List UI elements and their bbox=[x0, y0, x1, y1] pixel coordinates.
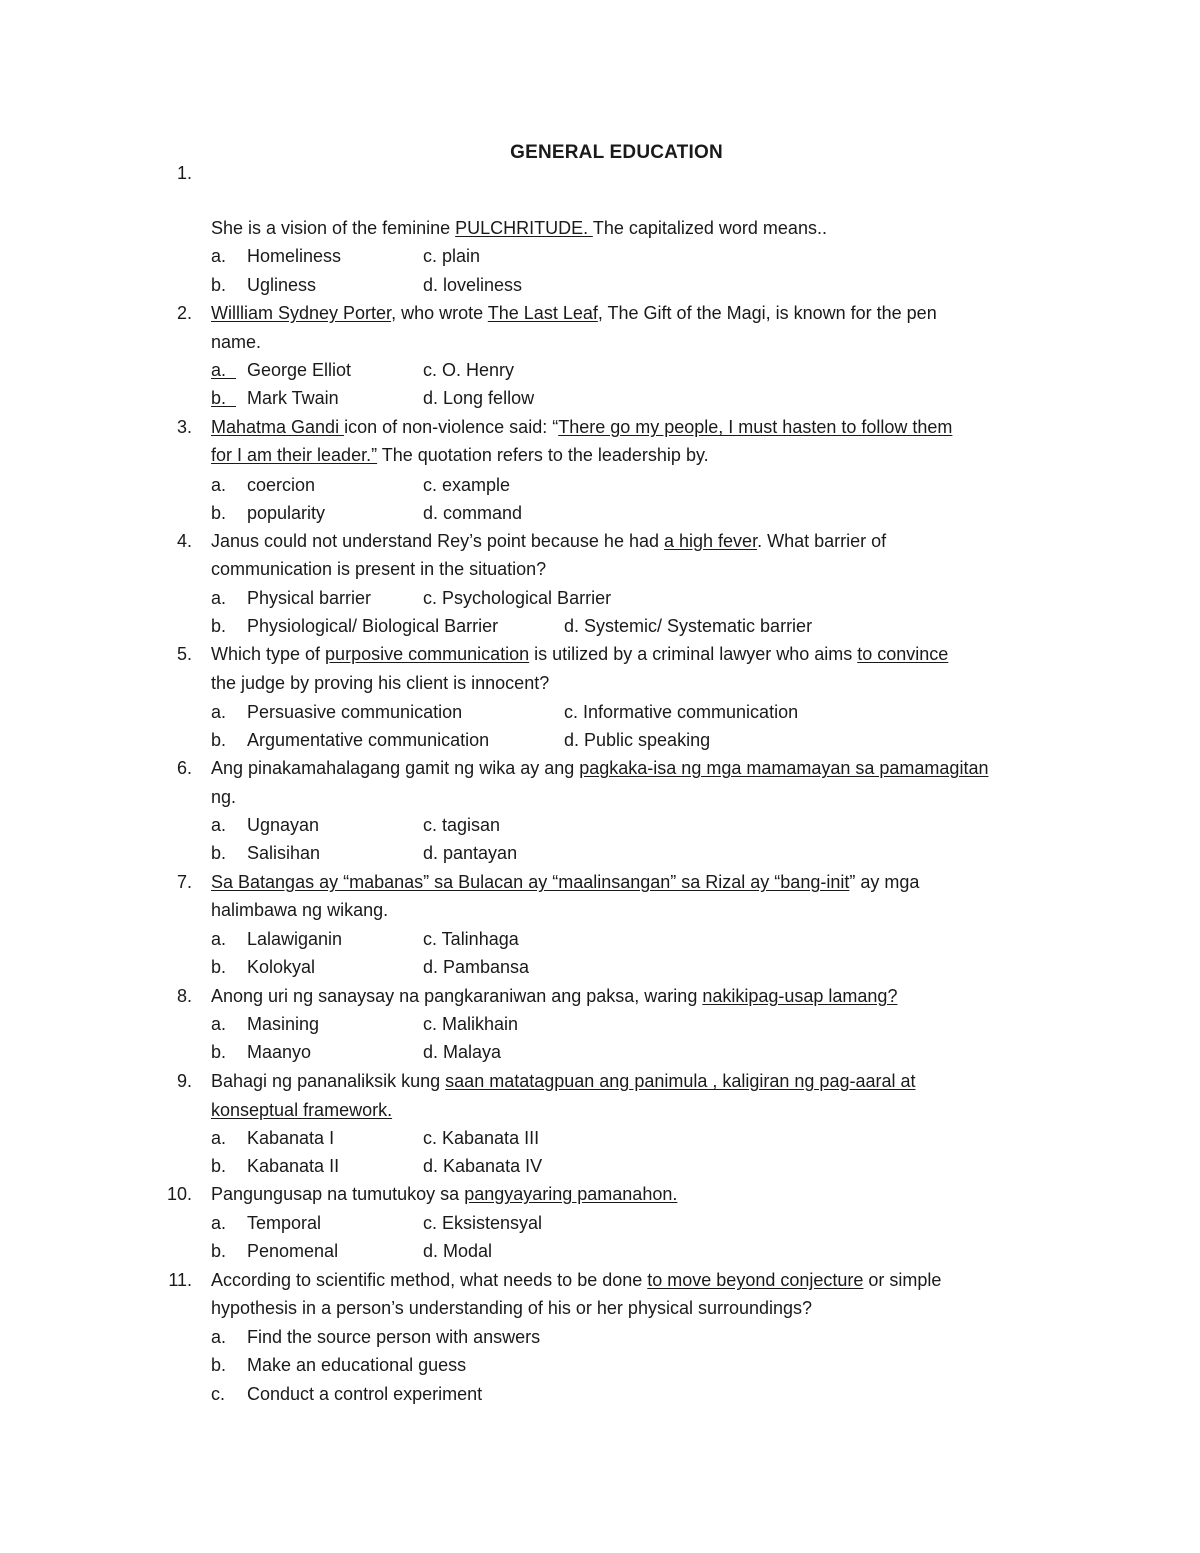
option-b: Maanyo bbox=[247, 1042, 312, 1062]
option-a: Homeliness bbox=[247, 246, 342, 266]
option-d: d. Modal bbox=[423, 1241, 493, 1261]
option-c: c. tagisan bbox=[423, 815, 501, 835]
option-a: Find the source person with answers bbox=[247, 1327, 541, 1347]
option-b: Salisihan bbox=[247, 843, 321, 863]
option-a: Physical barrier bbox=[247, 588, 372, 608]
option-a: Masining bbox=[247, 1014, 320, 1034]
option-d: d. pantayan bbox=[423, 843, 518, 863]
option-d: d. Long fellow bbox=[423, 388, 535, 408]
option-a: Persuasive communication bbox=[247, 702, 463, 722]
option-d: d. Pambansa bbox=[423, 957, 530, 977]
option-c: c. Malikhain bbox=[423, 1014, 519, 1034]
option-a: Temporal bbox=[247, 1213, 322, 1233]
option-c: Conduct a control experiment bbox=[247, 1384, 483, 1404]
option-b: Ugliness bbox=[247, 275, 317, 295]
option-b: Mark Twain bbox=[247, 388, 339, 408]
option-a: Ugnayan bbox=[247, 815, 320, 835]
option-c: c. O. Henry bbox=[423, 360, 515, 380]
option-d: d. loveliness bbox=[423, 275, 523, 295]
question-number: 1. bbox=[176, 163, 192, 183]
option-b: Physiological/ Biological Barrier bbox=[247, 616, 499, 636]
document-page: GENERAL EDUCATION 1. She is a vision of the feminine PULCHRITUDE. The capitalized word means.. a. Homeliness c. plain b. Ugliness d. loveliness 2. Willliam Sydney Porter, who wrote The Last Leaf, The Gift of the Magi, is known for the pen name. a. George Elliot c. O. Henry b. Mark Twain d. Long fellow 3. Mahatma Gandi icon of non-violence said: “There go my people, I must hasten to follow them for I am their leader.” The quotation refers to the leadership by. a. coercion c. example b. popularity d. command 4. Janus could not understand Rey’s point because he had a high fever. What barrier of communication is present in the situation? a. Physical barrier c. Psychological Barrier b. Physiological/ Biological Barrier d. Systemic/ Systematic barrier 5. Which type of purposive communication is utilized by a criminal lawyer who aims to convince the judge by proving his client is innocent? a. Persuasive communication c. Informative communication b. Argumentative communication d. Public speaking 6. Ang pinakamahalagang gamit ng wika ay ang pagkaka-isa ng mga mamamayan sa pamamagitan ng. a. Ugnayan c. tagisan b. Salisihan d. pantayan 7. Sa Batangas ay “mabanas” sa Bulacan ay “maalinsangan” sa Rizal ay “bang-init” ay mga halimbawa ng wikang. a. Lalawiganin c. Talinhaga b. Kolokyal d. Pambansa 8. Anong uri ng sanaysay na pangkaraniwan ang paksa, waring nakikipag-usap lamang? a. Masining c. Malikhain b. Maanyo d. Malaya 9. Bahagi ng pananaliksik kung saan matatagpuan ang panimula , kaligiran ng pag-aaral at konseptual framework. a. Kabanata I c. Kabanata III b. Kabanata II d. Kabanata IV 10. Pangungusap na tumutukoy sa pangyayaring pamanahon. a. Temporal c. Eksistensyal b. Penomenal d. Modal 11. According to scientific method, what needs to be done to move beyond conjecture or simple hypothesis in a person’s understanding of his or her physical surroundings? a. Find the source person with answers b. Make an educational guess c. Conduct a control experiment bbox=[0, 0, 1200, 1553]
option-b: Penomenal bbox=[247, 1241, 339, 1261]
option-d: d. Systemic/ Systematic barrier bbox=[564, 616, 813, 636]
option-b: Argumentative communication bbox=[247, 730, 490, 750]
option-a: Kabanata I bbox=[247, 1128, 335, 1148]
option-a: George Elliot bbox=[247, 360, 352, 380]
option-c: c. Psychological Barrier bbox=[423, 588, 612, 608]
option-c: c. plain bbox=[423, 246, 481, 266]
option-c: c. Kabanata III bbox=[423, 1128, 540, 1148]
option-b: Kabanata II bbox=[247, 1156, 340, 1176]
option-a: coercion bbox=[247, 475, 316, 495]
option-a: Lalawiganin bbox=[247, 929, 343, 949]
option-c: c. example bbox=[423, 475, 511, 495]
option-b: Kolokyal bbox=[247, 957, 316, 977]
page-title: GENERAL EDUCATION bbox=[510, 142, 723, 163]
option-c: c. Eksistensyal bbox=[423, 1213, 543, 1233]
option-c: c. Informative communication bbox=[564, 702, 799, 722]
option-c: c. Talinhaga bbox=[423, 929, 519, 949]
option-d: d. Malaya bbox=[423, 1042, 502, 1062]
option-d: d. command bbox=[423, 503, 523, 523]
option-d: d. Public speaking bbox=[564, 730, 711, 750]
option-b: Make an educational guess bbox=[247, 1355, 467, 1375]
option-b: popularity bbox=[247, 503, 326, 523]
option-d: d. Kabanata IV bbox=[423, 1156, 543, 1176]
